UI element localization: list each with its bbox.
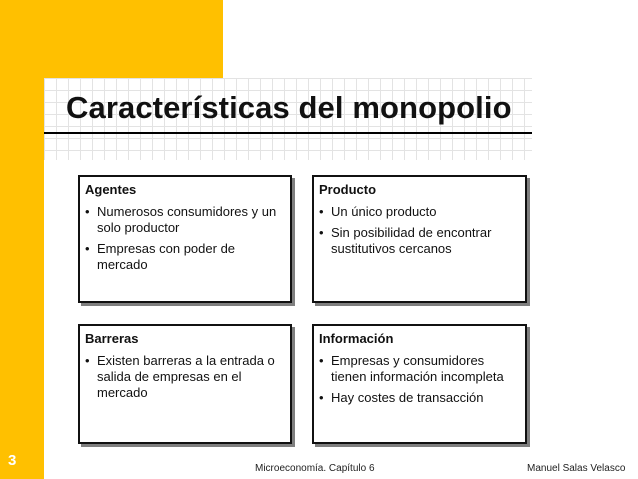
slide-title: Características del monopolio <box>66 90 512 125</box>
box-heading: Agentes <box>85 182 137 197</box>
bullet-list <box>85 353 282 401</box>
page-number: 3 <box>8 452 17 469</box>
bullet-item: • Numerosos consumidores y un solo productor <box>85 204 282 236</box>
box-informacion <box>312 324 527 444</box>
bullet-item: • Un único producto <box>319 204 517 220</box>
bullet-list <box>319 204 517 257</box>
box-heading: Información <box>319 331 394 346</box>
box-barreras <box>78 324 292 444</box>
bullet-item: • Empresas y consumidores tienen información incompleta <box>319 353 517 385</box>
bullet-item: • Sin posibilidad de encontrar sustitutivos cercanos <box>319 225 517 257</box>
footer-chapter: Microeconomía. Capítulo 6 <box>255 463 375 474</box>
left-accent-bar <box>0 0 44 479</box>
box-heading: Producto <box>319 182 377 197</box>
box-producto <box>312 175 527 303</box>
bullet-list <box>85 204 282 273</box>
bullet-item: • Hay costes de transacción <box>319 390 517 406</box>
title-underline <box>44 132 532 134</box>
footer-author: Manuel Salas Velasco <box>527 463 626 474</box>
box-heading: Barreras <box>85 331 139 346</box>
bullet-item: • Existen barreras a la entrada o salida de empresas en el mercado <box>85 353 282 401</box>
top-accent-block <box>44 0 223 78</box>
bullet-list <box>319 353 517 406</box>
bullet-item: • Empresas con poder de mercado <box>85 241 282 273</box>
box-agentes <box>78 175 292 303</box>
